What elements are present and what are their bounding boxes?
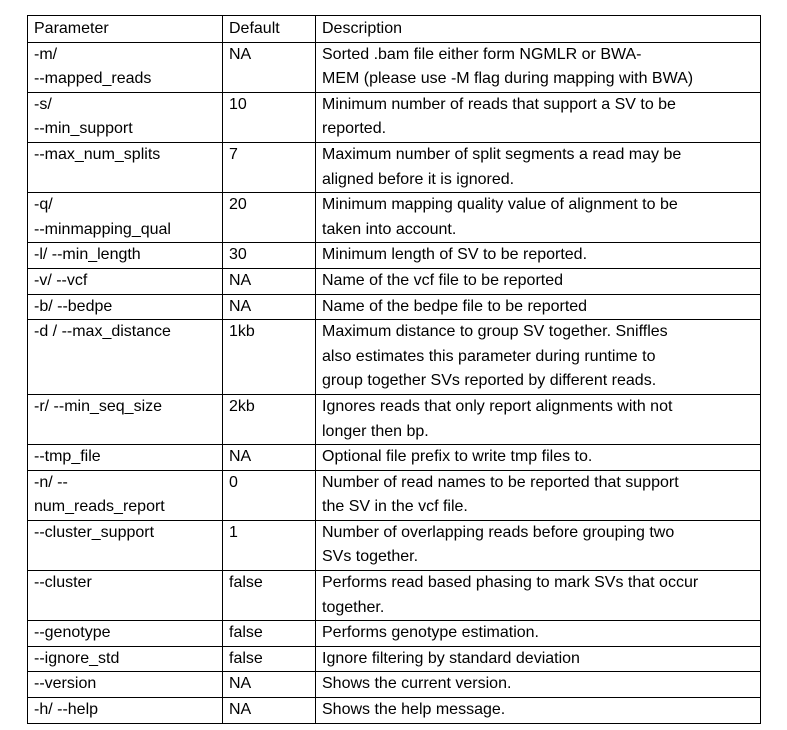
description-cell-text: Maximum distance to group SV together. Sniffles also estimates this parameter during runtime to group together SVs reported by different reads. (322, 323, 668, 390)
default-cell-text: 1 (229, 523, 238, 541)
parameter-cell-text: --tmp_file (34, 448, 101, 466)
description-cell-text: Ignore filtering by standard deviation (322, 649, 580, 667)
parameter-cell-text: --ignore_std (34, 649, 120, 667)
description-cell-text: Performs read based phasing to mark SVs that occur together. (322, 574, 699, 616)
table-row (28, 142, 761, 192)
description-cell (316, 42, 761, 92)
default-cell-text: 20 (229, 196, 247, 214)
description-cell (316, 268, 761, 294)
table-row (28, 621, 761, 647)
parameters-table (27, 15, 761, 724)
description-cell-text: Number of overlapping reads before grouping two SVs together. (322, 523, 675, 566)
description-cell (316, 320, 761, 395)
table-row (28, 445, 761, 471)
description-cell-text: Optional file prefix to write tmp files to. (322, 448, 593, 466)
default-cell (223, 470, 316, 520)
description-cell (316, 621, 761, 647)
description-cell-text: Name of the vcf file to be reported (322, 271, 564, 289)
table-row (28, 92, 761, 142)
default-cell-text: false (229, 649, 263, 667)
description-cell-text: Minimum number of reads that support a SV to be reported. (322, 95, 676, 138)
parameter-cell (28, 394, 223, 444)
parameter-cell (28, 193, 223, 243)
default-cell-text: NA (229, 271, 252, 289)
parameter-cell-text: -v/ --vcf (34, 271, 88, 289)
table-body (28, 42, 761, 723)
parameter-cell (28, 268, 223, 294)
parameter-cell (28, 470, 223, 520)
parameter-cell-text: --max_num_splits (34, 145, 161, 163)
default-cell-text: 2kb (229, 397, 255, 415)
default-cell (223, 394, 316, 444)
table-row (28, 646, 761, 672)
description-cell (316, 445, 761, 471)
table-row (28, 320, 761, 395)
parameter-cell (28, 142, 223, 192)
default-cell (223, 445, 316, 471)
description-cell (316, 294, 761, 320)
default-cell-text: 1kb (229, 323, 255, 341)
default-cell (223, 672, 316, 698)
header-parameter: Parameter (28, 16, 223, 43)
parameter-cell-text: --version (34, 675, 97, 693)
table-row (28, 294, 761, 320)
parameter-cell-text: -m/ --mapped_reads (34, 45, 152, 88)
default-cell-text: NA (229, 297, 252, 315)
description-cell (316, 470, 761, 520)
description-cell (316, 672, 761, 698)
description-cell-text: Number of read names to be reported that support the SV in the vcf file. (322, 473, 679, 516)
parameter-cell (28, 646, 223, 672)
header-description: Description (316, 16, 761, 43)
default-cell (223, 320, 316, 395)
default-cell-text: NA (229, 448, 252, 466)
description-cell-text: Shows the current version. (322, 675, 512, 693)
description-cell (316, 520, 761, 570)
parameter-cell-text: -h/ --help (34, 701, 99, 719)
description-cell-text: Minimum length of SV to be reported. (322, 246, 588, 264)
parameter-cell-text: --cluster_support (34, 523, 155, 541)
description-cell-text: Performs genotype estimation. (322, 624, 539, 642)
default-cell (223, 571, 316, 621)
parameter-cell (28, 520, 223, 570)
default-cell-text: false (229, 624, 263, 642)
default-cell (223, 520, 316, 570)
parameter-cell-text: -l/ --min_length (34, 246, 141, 264)
parameter-cell-text: -q/ --minmapping_qual (34, 196, 171, 238)
default-cell (223, 646, 316, 672)
default-cell (223, 142, 316, 192)
parameter-cell-text: -n/ -- num_reads_report (34, 473, 165, 516)
parameter-cell-text: --genotype (34, 624, 111, 642)
parameter-cell (28, 42, 223, 92)
table-row (28, 268, 761, 294)
table-row (28, 698, 761, 724)
parameter-cell-text: -d / --max_distance (34, 323, 171, 341)
default-cell (223, 193, 316, 243)
default-cell-text: 7 (229, 145, 238, 163)
table-row (28, 193, 761, 243)
table-row (28, 42, 761, 92)
parameter-cell (28, 672, 223, 698)
description-cell (316, 142, 761, 192)
description-cell (316, 394, 761, 444)
table-row (28, 571, 761, 621)
parameter-cell-text: -b/ --bedpe (34, 297, 113, 315)
description-cell-text: Shows the help message. (322, 701, 506, 719)
default-cell (223, 621, 316, 647)
description-cell-text: Sorted .bam file either form NGMLR or BWA- MEM (please use -M flag during mapping with BWA) (322, 45, 694, 88)
default-cell (223, 294, 316, 320)
default-cell (223, 42, 316, 92)
description-cell (316, 571, 761, 621)
default-cell-text: 0 (229, 473, 238, 491)
default-cell-text: NA (229, 45, 252, 63)
default-cell (223, 92, 316, 142)
default-cell-text: false (229, 574, 263, 592)
table-row (28, 470, 761, 520)
table-header-row (28, 16, 761, 43)
default-cell-text: 30 (229, 246, 247, 264)
description-cell (316, 243, 761, 269)
parameter-cell-text: --cluster (34, 574, 92, 592)
description-cell (316, 92, 761, 142)
description-cell-text: Name of the bedpe file to be reported (322, 297, 588, 315)
parameter-cell (28, 243, 223, 269)
default-cell-text: NA (229, 701, 252, 719)
table-row (28, 672, 761, 698)
parameter-cell (28, 294, 223, 320)
default-cell-text: NA (229, 675, 252, 693)
description-cell (316, 698, 761, 724)
parameter-cell-text: -s/ --min_support (34, 95, 133, 138)
parameter-cell (28, 320, 223, 395)
default-cell (223, 698, 316, 724)
parameter-cell (28, 92, 223, 142)
parameter-cell (28, 698, 223, 724)
description-cell (316, 646, 761, 672)
description-cell-text: Maximum number of split segments a read may be aligned before it is ignored. (322, 145, 682, 188)
description-cell (316, 193, 761, 243)
default-cell-text: 10 (229, 95, 247, 113)
default-cell (223, 268, 316, 294)
table-row (28, 243, 761, 269)
header-default: Default (223, 16, 316, 43)
parameter-cell (28, 445, 223, 471)
parameter-cell (28, 571, 223, 621)
parameter-cell (28, 621, 223, 647)
parameter-cell-text: -r/ --min_seq_size (34, 397, 163, 415)
default-cell (223, 243, 316, 269)
description-cell-text: Ignores reads that only report alignments with not longer then bp. (322, 397, 673, 440)
table-row (28, 520, 761, 570)
description-cell-text: Minimum mapping quality value of alignment to be taken into account. (322, 196, 678, 238)
table-row (28, 394, 761, 444)
